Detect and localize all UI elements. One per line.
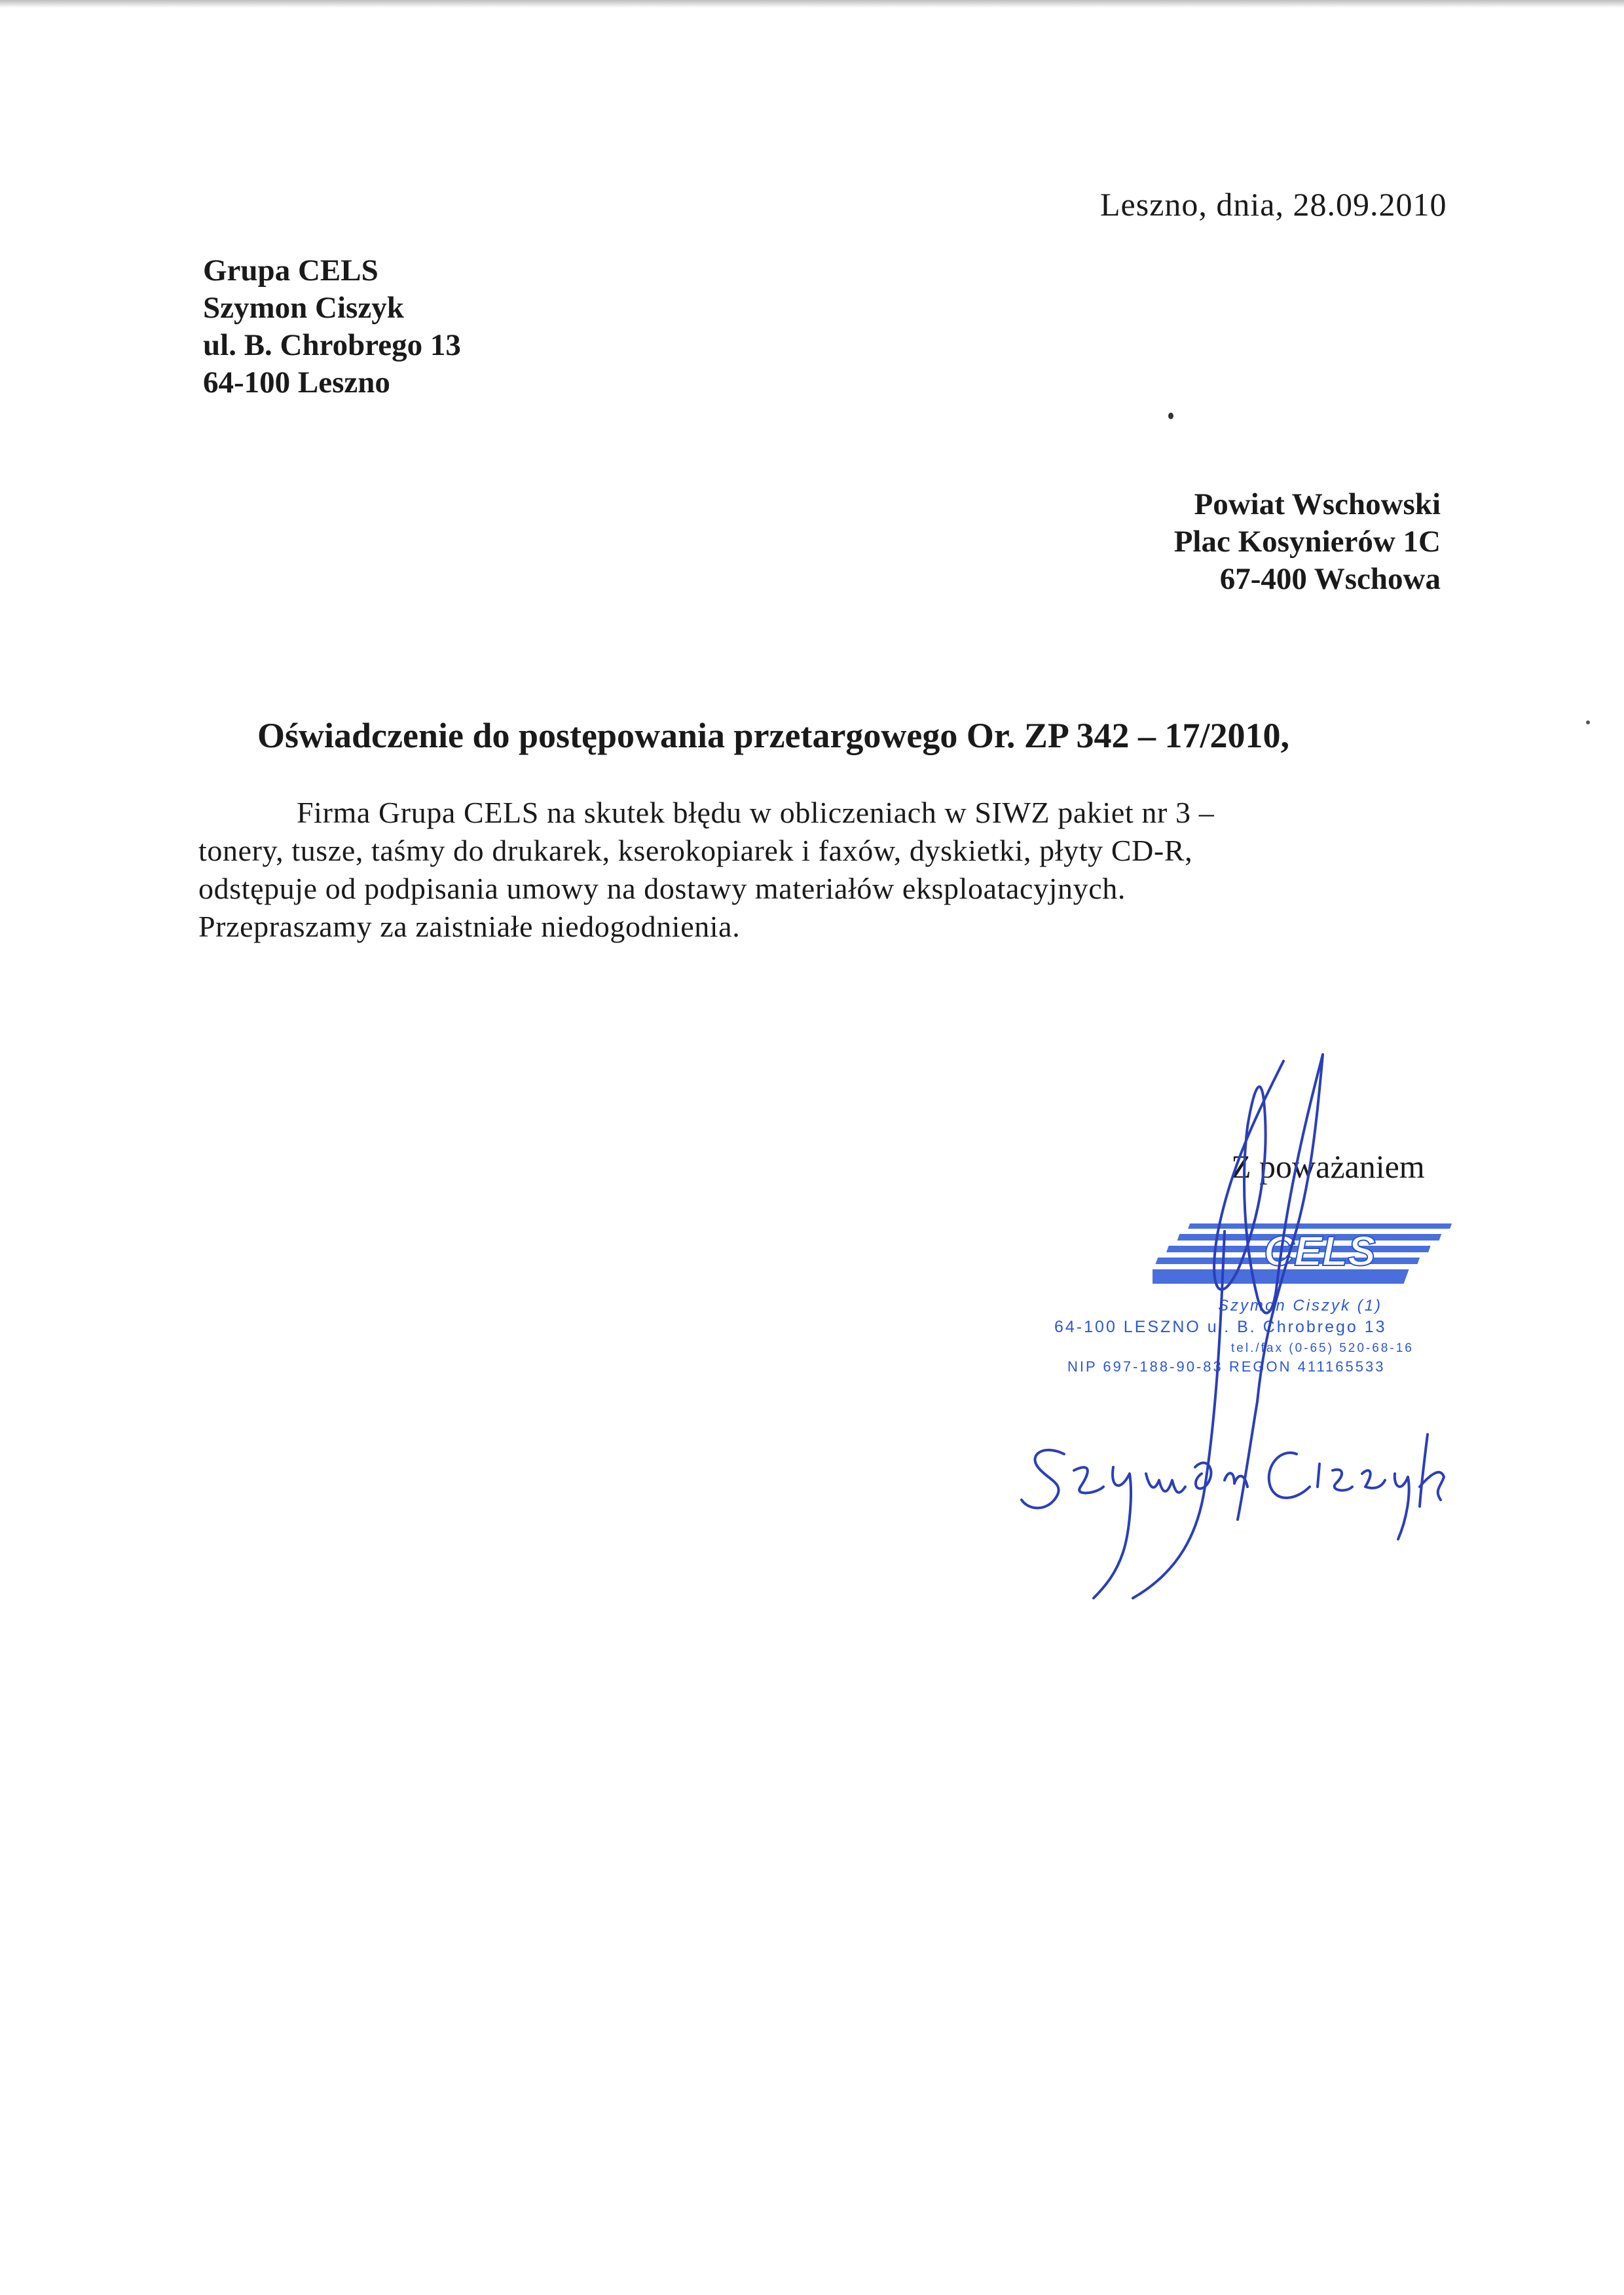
body-line: Przepraszamy za zaistniałe niedogodnienia. bbox=[198, 910, 741, 943]
body-line: odstępuje od podpisania umowy na dostawy materiałów eksploatacyjnych. bbox=[198, 872, 1126, 905]
stamp-logo-text: CELS bbox=[1264, 1227, 1376, 1275]
stamp-line-owner: Szymon Ciszyk (1) bbox=[1218, 1297, 1383, 1315]
letter-heading: Oświadczenie do postępowania przetargowego Or. ZP 342 – 17/2010, bbox=[257, 716, 1289, 755]
letter-date: Leszno, dnia, 28.09.2010 bbox=[1100, 186, 1447, 223]
stamp-line-phone: tel./fax (0-65) 520-68-16 bbox=[1231, 1341, 1414, 1355]
sender-street: ul. B. Chrobrego 13 bbox=[203, 328, 461, 362]
recipient-name: Powiat Wschowski bbox=[1194, 487, 1441, 521]
signature-strokes bbox=[982, 1035, 1506, 1611]
scan-edge bbox=[0, 0, 1624, 8]
recipient-city: 67-400 Wschowa bbox=[1219, 562, 1441, 596]
sender-name: Szymon Ciszyk bbox=[203, 291, 404, 325]
recipient-address bbox=[1174, 486, 1441, 598]
scan-speck bbox=[1168, 413, 1173, 419]
sender-company: Grupa CELS bbox=[203, 253, 378, 288]
sender-address bbox=[203, 252, 461, 401]
stamp-line-ids: NIP 697-188-90-83 REGON 411165533 bbox=[1067, 1358, 1386, 1375]
stamp-line-address: 64-100 LESZNO ul. B. Chrobrego 13 bbox=[1054, 1318, 1387, 1336]
closing-phrase: Z poważaniem bbox=[1231, 1148, 1425, 1185]
letter-body bbox=[198, 794, 1214, 946]
sender-city: 64-100 Leszno bbox=[203, 365, 390, 400]
recipient-street: Plac Kosynierów 1C bbox=[1173, 525, 1441, 559]
handwritten-signature bbox=[982, 1035, 1506, 1611]
body-line: Firma Grupa CELS na skutek błędu w obliczeniach w SIWZ pakiet nr 3 – bbox=[297, 796, 1215, 829]
body-line: tonery, tusze, taśmy do drukarek, kserokopiarek i faxów, dyskietki, płyty CD-R, bbox=[198, 834, 1193, 867]
scan-speck bbox=[1586, 720, 1590, 724]
